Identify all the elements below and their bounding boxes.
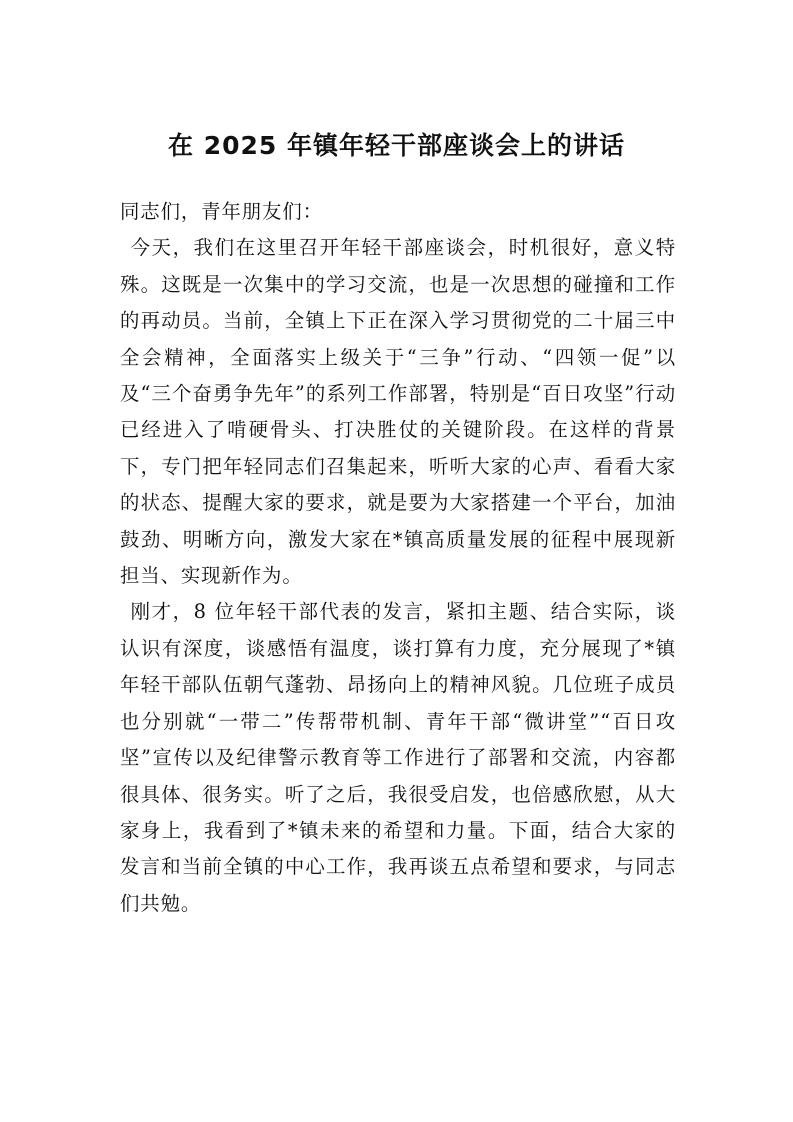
document-title: 在 2025 年镇年轻干部座谈会上的讲话	[168, 131, 625, 160]
paragraph-2: 刚才，8 位年轻干部代表的发言，紧扣主题、结合实际，谈认识有深度，谈感悟有温度，谈打算有力度，充分展现了*镇年轻干部队伍朝气蓬勃、昂扬向上的精神风貌。几位班子成员也分别就“一带二”传帮带机制、青年干部“微讲堂”“百日攻坚”宣传以及纪律警示教育等工作进行了部署和交流，内容都很具体、很务实。听了之后，我很受启发，也倍感欣慰，从大家身上，我看到了*镇未来的希望和力量。下面，结合大家的发言和当前全镇的中心工作，我再谈五点希望和要求，与同志们共勉。	[120, 600, 676, 915]
paragraph-1: 今天，我们在这里召开年轻干部座谈会，时机很好，意义特殊。这既是一次集中的学习交流，也是一次思想的碰撞和工作的再动员。当前，全镇上下正在深入学习贯彻党的二十届三中全会精神，全面落实上级关于“三争”行动、“四领一促”以及“三个奋勇争先年”的系列工作部署，特别是“百日攻坚”行动已经进入了啃硬骨头、打决胜仗的关键阶段。在这样的背景下，专门把年轻同志们召集起来，听听大家的心声、看看大家的状态、提醒大家的要求，就是要为大家搭建一个平台，加油鼓劲、明晰方向，激发大家在*镇高质量发展的征程中展现新担当、实现新作为。	[120, 236, 676, 588]
document-body	[120, 194, 676, 922]
salutation: 同志们，青年朋友们：	[120, 200, 323, 223]
